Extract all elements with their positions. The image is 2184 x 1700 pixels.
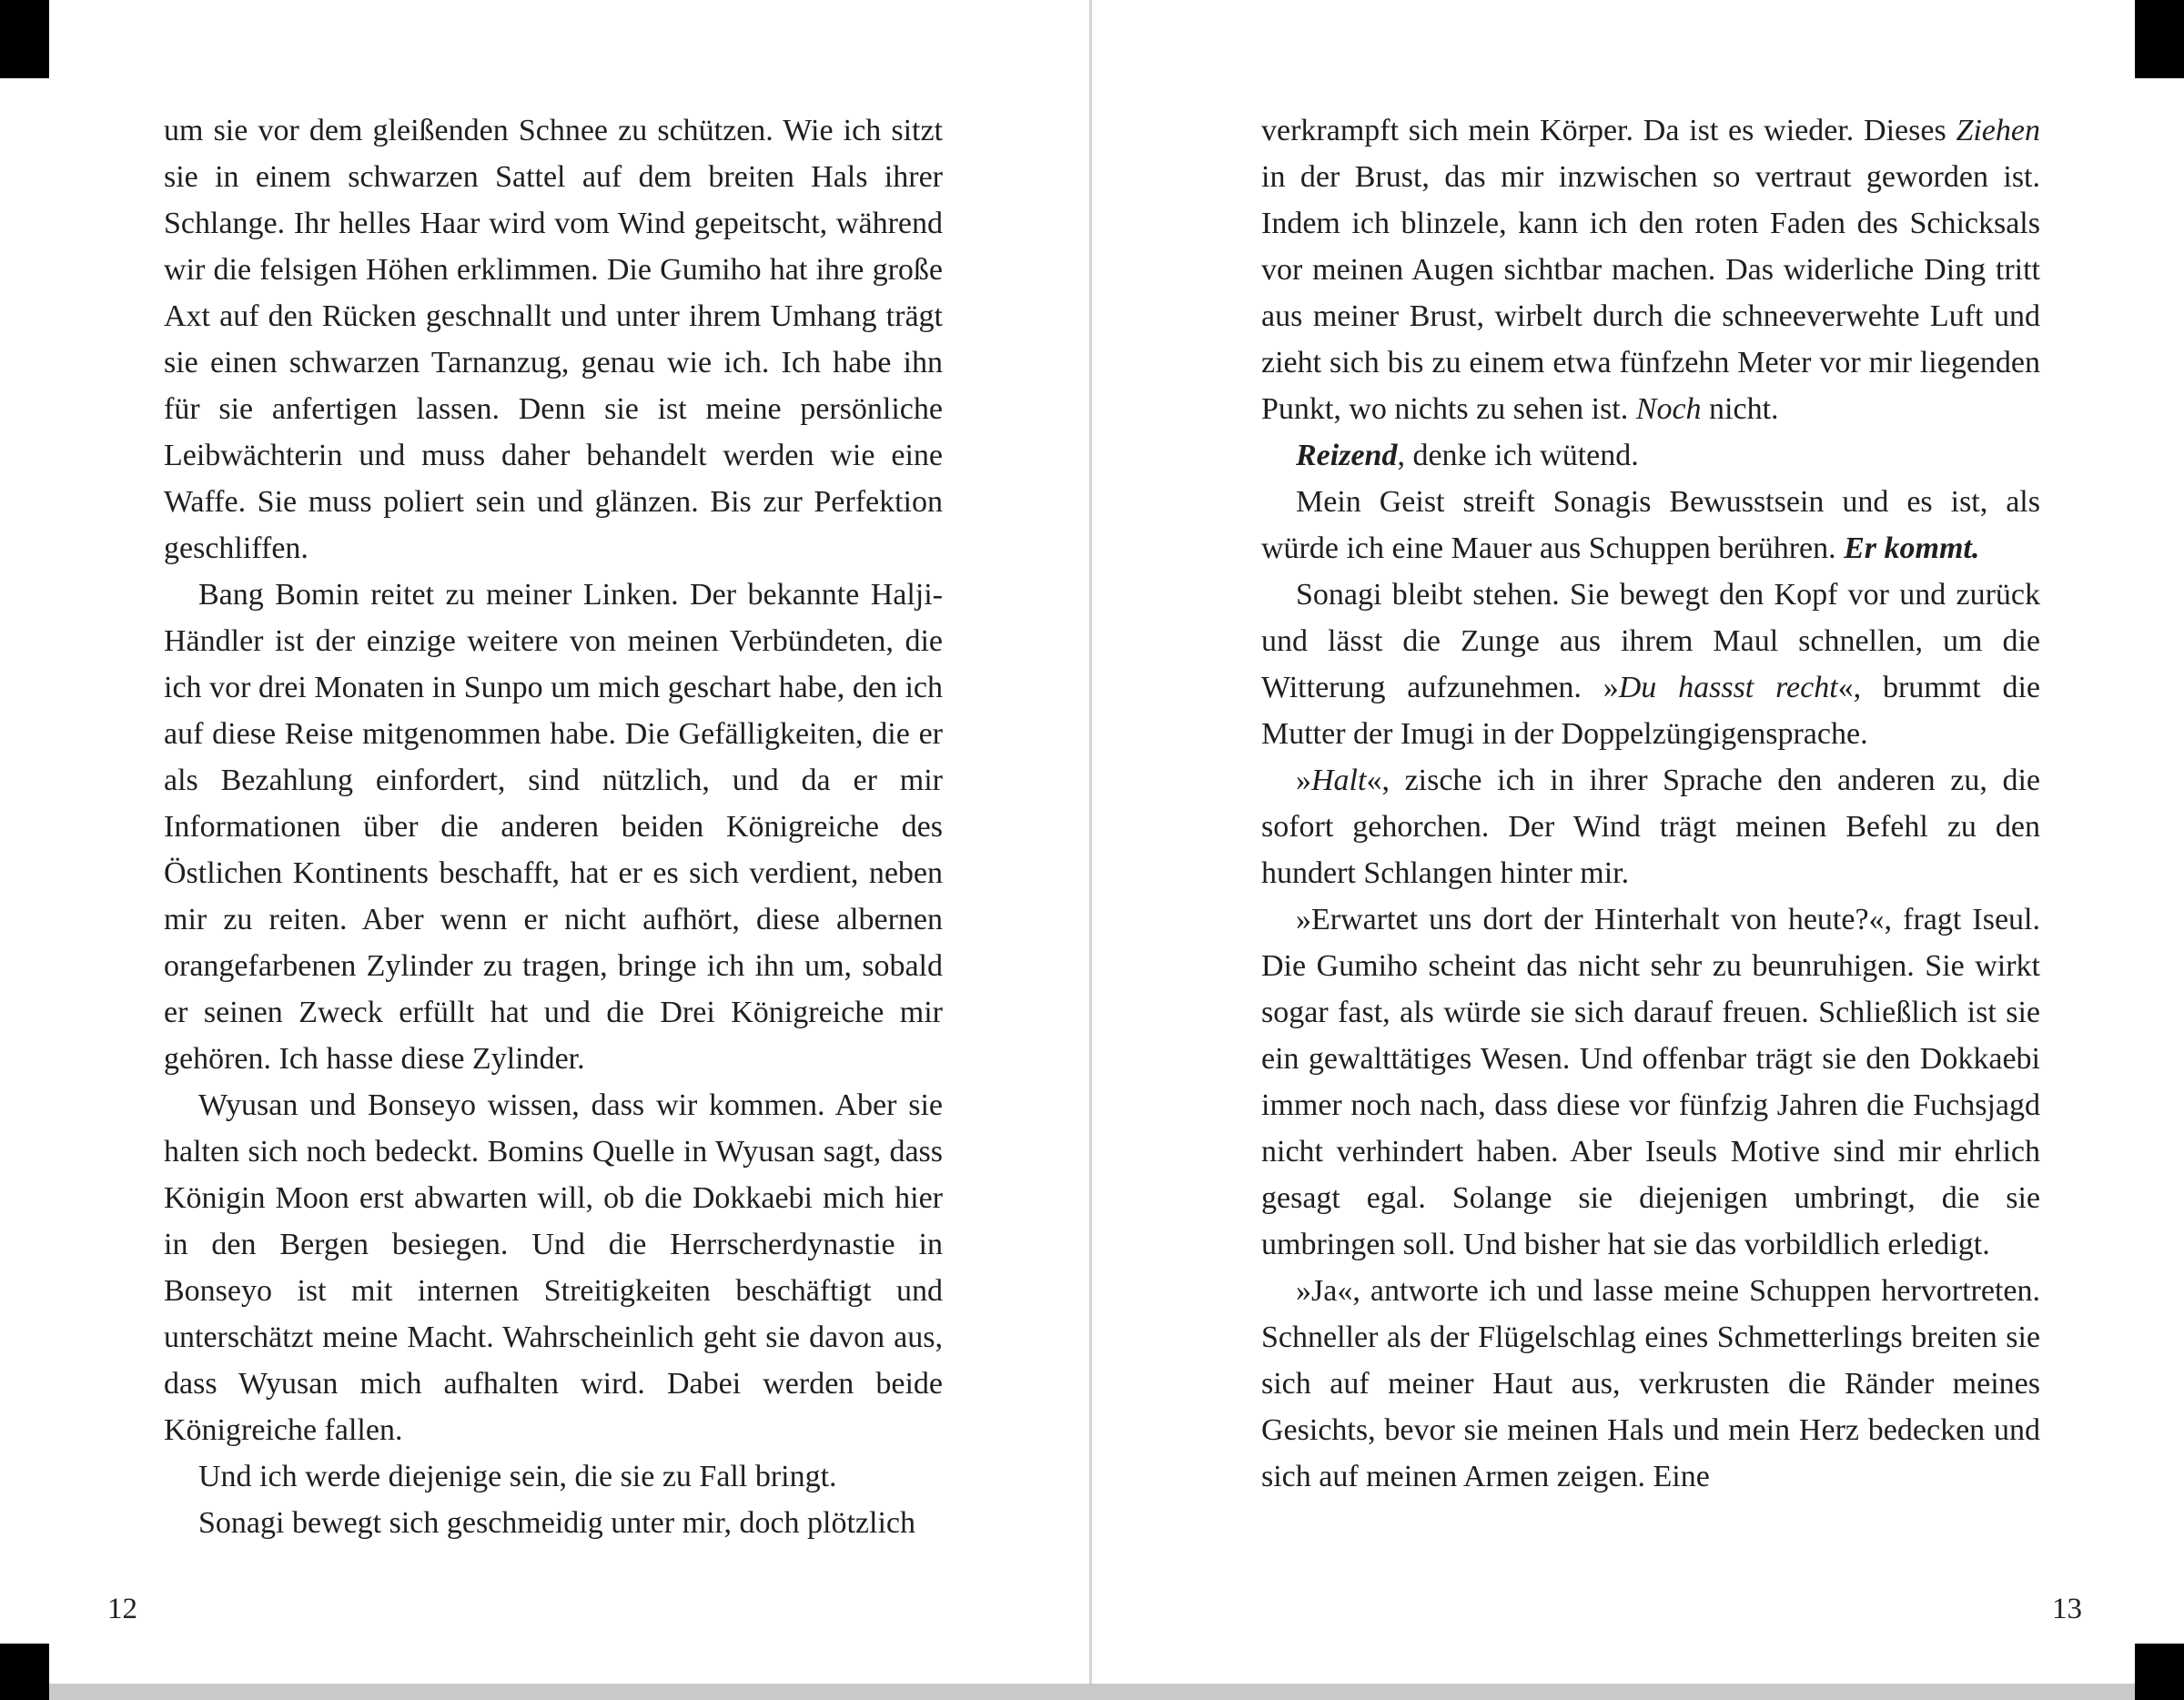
scan-corner-mark-top-right bbox=[2135, 0, 2184, 78]
scan-corner-mark-top-left bbox=[0, 0, 49, 78]
paragraph bbox=[1261, 1268, 2040, 1500]
text-segment: »Ja«, antworte ich und lasse meine Schuppen hervortreten. Schneller als der Flügelschlag eines Schmetterlings breiten sie sich auf meiner Haut aus, verkrusten die Ränder meines Gesichts, bevor sie meinen Hals und mein Herz bedecken und sich auf meinen Armen zeigen. Eine bbox=[1261, 1274, 2040, 1493]
scan-bottom-edge bbox=[0, 1684, 2184, 1700]
scan-corner-mark-bottom-right bbox=[2135, 1644, 2184, 1700]
paragraph bbox=[1261, 107, 2040, 432]
text-segment: «, brummt die Mutter der Imugi in der Doppelzüngigensprache. bbox=[1261, 671, 2040, 751]
text-segment: Du hassst recht bbox=[1618, 671, 1838, 704]
paragraph bbox=[164, 107, 943, 572]
paragraph bbox=[1261, 572, 2040, 757]
paragraph bbox=[164, 1082, 943, 1453]
text-segment: »Erwartet uns dort der Hinterhalt von heute?«, fragt Iseul. Die Gumiho scheint das nicht sehr zu beunruhigen. Sie wirkt sogar fast, als würde sie sich darauf freuen. Schließlich ist sie ein gewalttätiges Wesen. Und offenbar trägt sie den Dokkaebi immer noch nach, dass diese vor fünfzig Jahren die Fuchsjagd nicht verhindert haben. Aber Iseuls Motive sind mir ehrlich gesagt egal. Solange sie diejenigen umbringt, die sie umbringen soll. Und bisher hat sie das vorbildlich erledigt. bbox=[1261, 903, 2040, 1261]
text-segment: verkrampft sich mein Körper. Da ist es wieder. Dieses bbox=[1261, 114, 1956, 147]
scan-corner-mark-bottom-left bbox=[0, 1644, 49, 1700]
paragraph bbox=[1261, 432, 2040, 479]
left-page-text bbox=[164, 107, 943, 1546]
text-segment: nicht. bbox=[1701, 392, 1779, 426]
paragraph bbox=[1261, 896, 2040, 1268]
paragraph bbox=[1261, 479, 2040, 572]
right-page bbox=[1092, 0, 2184, 1700]
text-segment: Mein Geist streift Sonagis Bewusstsein und es ist, als würde ich eine Mauer aus Schuppen berühren. bbox=[1261, 485, 2040, 565]
text-segment: » bbox=[1296, 764, 1311, 797]
text-segment: Er kommt. bbox=[1844, 531, 1980, 565]
text-segment: Sonagi bewegt sich geschmeidig unter mir, doch plötzlich bbox=[198, 1506, 916, 1540]
left-page-number: 12 bbox=[107, 1593, 137, 1625]
right-page-text bbox=[1261, 107, 2040, 1500]
text-segment: Noch bbox=[1635, 392, 1702, 426]
paragraph bbox=[1261, 757, 2040, 896]
text-segment: Bang Bomin reitet zu meiner Linken. Der bekannte Halji-Händler ist der einzige weitere von meinen Verbündeten, die ich vor drei Monaten in Sunpo um mich geschart habe, den ich auf diese Reise mitgenommen habe. Die Gefälligkeiten, die er als Bezahlung einfordert, sind nützlich, und da er mir Informationen über die anderen beiden Königreiche des Östlichen Kontinents beschafft, hat er es sich verdient, neben mir zu reiten. Aber wenn er nicht aufhört, diese albernen orangefarbenen Zylinder zu tragen, bringe ich ihn um, sobald er seinen Zweck erfüllt hat und die Drei Königreiche mir gehören. Ich hasse diese Zylinder. bbox=[164, 578, 943, 1076]
text-segment: um sie vor dem gleißenden Schnee zu schützen. Wie ich sitzt sie in einem schwarzen Sattel auf dem breiten Hals ihrer Schlange. Ihr helles Haar wird vom Wind gepeitscht, während wir die felsigen Höhen erklimmen. Die Gumiho hat ihre große Axt auf den Rücken geschnallt und unter ihrem Umhang trägt sie einen schwarzen Tarnanzug, genau wie ich. Ich habe ihn für sie anfertigen lassen. Denn sie ist meine persönliche Leibwächterin und muss daher behandelt werden wie eine Waffe. Sie muss poliert sein und glänzen. Bis zur Perfektion geschliffen. bbox=[164, 114, 943, 565]
text-segment: Und ich werde diejenige sein, die sie zu Fall bringt. bbox=[198, 1460, 837, 1493]
right-page-number: 13 bbox=[2052, 1593, 2082, 1625]
text-segment: Sonagi bleibt stehen. Sie bewegt den Kopf vor und zurück und lässt die Zunge aus ihrem Maul schnellen, um die Witterung aufzunehmen. » bbox=[1261, 578, 2040, 704]
text-segment: , denke ich wütend. bbox=[1397, 439, 1639, 472]
text-segment: Ziehen bbox=[1956, 114, 2040, 147]
paragraph bbox=[164, 1500, 943, 1546]
text-segment: «, zische ich in ihrer Sprache den anderen zu, die sofort gehorchen. Der Wind trägt meinen Befehl zu den hundert Schlangen hinter mir. bbox=[1261, 764, 2040, 890]
paragraph bbox=[164, 572, 943, 1082]
paragraph bbox=[164, 1453, 943, 1500]
text-segment: in der Brust, das mir inzwischen so vertraut geworden ist. Indem ich blinzele, kann ich den roten Faden des Schicksals vor meinen Augen sichtbar machen. Das widerliche Ding tritt aus meiner Brust, wirbelt durch die schneeverwehte Luft und zieht sich bis zu einem etwa fünfzehn Meter vor mir liegenden Punkt, wo nichts zu sehen ist. bbox=[1261, 160, 2040, 426]
text-segment: Halt bbox=[1311, 764, 1367, 797]
text-segment: Reizend bbox=[1296, 439, 1398, 472]
text-segment: Wyusan und Bonseyo wissen, dass wir kommen. Aber sie halten sich noch bedeckt. Bomins Quelle in Wyusan sagt, dass Königin Moon erst abwarten will, ob die Dokkaebi mich hier in den Bergen besiegen. Und die Herrscherdynastie in Bonseyo ist mit internen Streitigkeiten beschäftigt und unterschätzt meine Macht. Wahrscheinlich geht sie davon aus, dass Wyusan mich aufhalten wird. Dabei werden beide Königreiche fallen. bbox=[164, 1088, 943, 1447]
left-page bbox=[0, 0, 1089, 1700]
